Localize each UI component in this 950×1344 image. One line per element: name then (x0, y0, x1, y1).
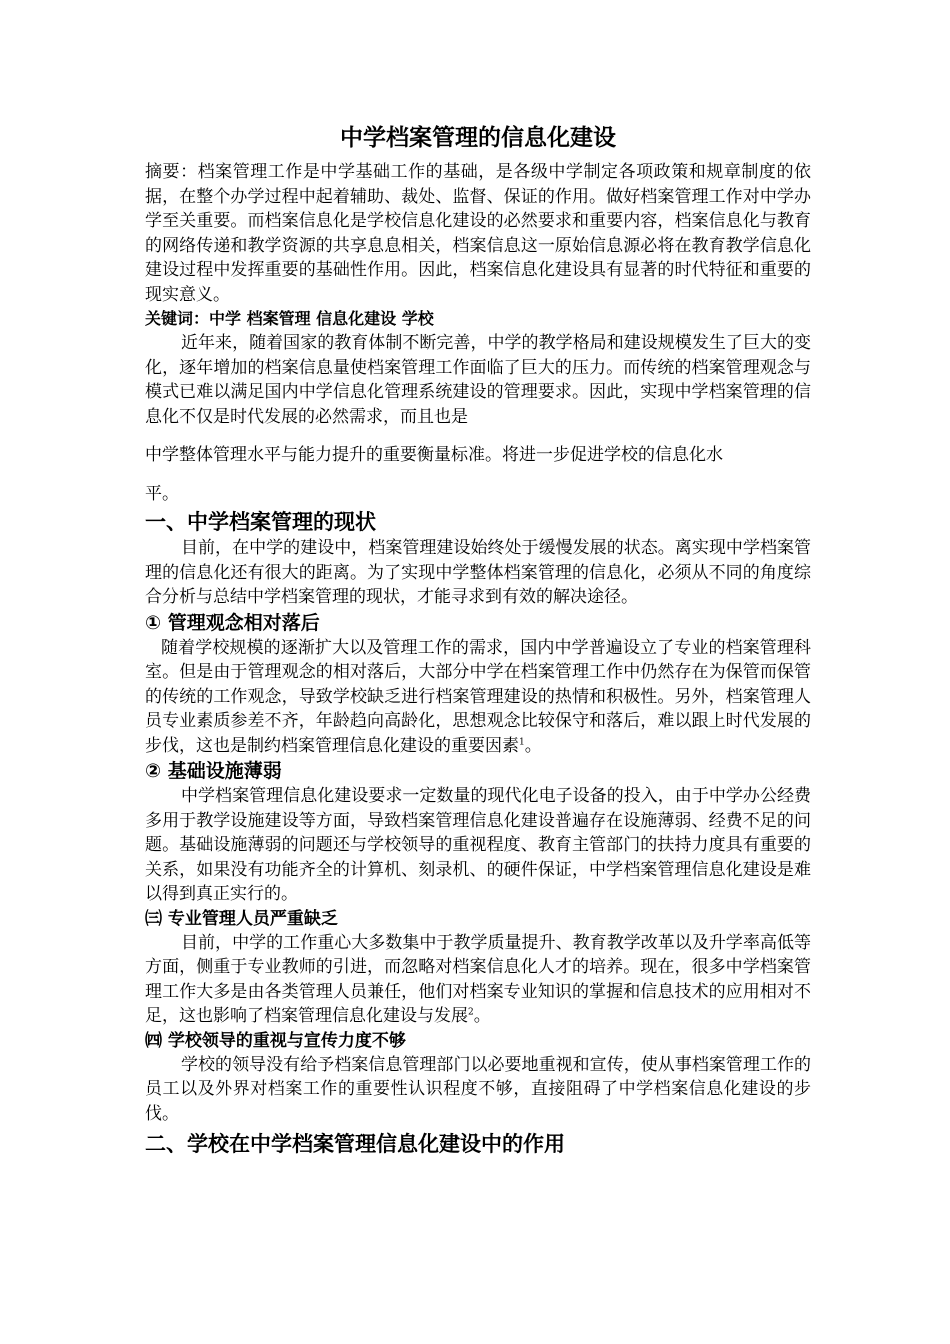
abstract-paragraph: 摘要：档案管理工作是中学基础工作的基础，是各级中学制定各项政策和规章制度的依据，在整个办学过程中起着辅助、裁处、监督、保证的作用。做好档案管理工作对中学办学至关重要。而档案信息化是学校信息化建设的必然要求和重要内容，档案信息化与教育的网络传递和教学资源的共享息息相关，档案信息这一原始信息源必将在教育教学信息化建设过程中发挥重要的基础性作用。因此，档案信息化建设具有显著的时代特征和重要的现实意义。 (145, 162, 811, 305)
intro-paragraph: 近年来，随着国家的教育体制不断完善，中学的教学格局和建设规模发生了巨大的变化，逐年增加的档案信息量使档案管理工作面临了巨大的压力。而传统的档案管理观念与模式已难以满足国内中学信息化管理系统建设的管理要求。因此，实现中学档案管理的信息化不仅是时代发展的必然需求，而且也是 (145, 333, 811, 427)
subsection-3-heading: ㈢ 专业管理人员严重缺乏 (145, 908, 338, 929)
keywords-line: 关键词：中学 档案管理 信息化建设 学校 (145, 309, 434, 328)
subsection-4-heading: ㈣ 学校领导的重视与宣传力度不够 (145, 1030, 406, 1051)
footnote-ref-2: 2 (468, 1007, 474, 1018)
document-page (145, 118, 811, 1158)
intro-paragraph-end: 平。 (145, 483, 179, 504)
subsection-3-text: 目前，中学的工作重心大多数集中于教学质量提升、教育教学改革以及升学率高低等方面，侧重于专业教师的引进，而忽略对档案信息化人才的培养。现在，很多中学档案管理工作大多是由各类管理人员兼任，他们对档案专业知识的掌握和信息技术的应用相对不足，这也影响了档案管理信息化建设与发展 (145, 932, 811, 1026)
subsection-1-heading: ① 管理观念相对落后 (145, 611, 320, 634)
subsection-3-tail: 。 (473, 1006, 491, 1026)
subsection-1-body (145, 636, 811, 759)
subsection-4-body: 学校的领导没有给予档案信息管理部门以必要地重视和宣传，使从事档案管理工作的员工以及外界对档案工作的重要性认识程度不够，直接阻碍了中学档案信息化建设的步伐。 (145, 1054, 811, 1124)
section-1-heading: 一、中学档案管理的现状 (145, 510, 376, 534)
subsection-1-text: 随着学校规模的逐渐扩大以及管理工作的需求，国内中学普遍设立了专业的档案管理科室。但是由于管理观念的相对落后，大部分中学在档案管理工作中仍然存在为保管而保管的传统的工作观念，导致学校缺乏进行档案管理建设的热情和积极性。另外，档案管理人员专业素质参差不齐，年龄趋向高龄化，思想观念比较保守和落后，难以跟上时代发展的步伐，这也是制约档案管理信息化建设的重要因素 (145, 637, 811, 756)
section-2-heading: 二、学校在中学档案管理信息化建设中的作用 (145, 1132, 565, 1156)
intro-paragraph-continued: 中学整体管理水平与能力提升的重要衡量标准。将进一步促进学校的信息化水 (145, 445, 723, 465)
subsection-3-body (145, 931, 811, 1029)
footnote-ref-1: 1 (519, 736, 525, 747)
subsection-2-body: 中学档案管理信息化建设要求一定数量的现代化电子设备的投入，由于中学办公经费多用于教学设施建设等方面，导致档案管理信息化建设普遍存在设施薄弱、经费不足的问题。基础设施薄弱的问题还与学校领导的重视程度、教育主管部门的扶持力度具有重要的关系，如果没有功能齐全的计算机、刻录机、的硬件保证，中学档案管理信息化建设是难以得到真正实行的。 (145, 786, 811, 904)
document-title: 中学档案管理的信息化建设 (340, 125, 616, 151)
subsection-2-heading: ② 基础设施薄弱 (145, 760, 282, 782)
section-1-intro: 目前，在中学的建设中，档案管理建设始终处于缓慢发展的状态。离实现中学档案管理的信息化还有很大的距离。为了实现中学整体档案管理的信息化，必须从不同的角度综合分析与总结中学档案管理的现状，才能寻求到有效的解决途径。 (145, 538, 811, 607)
subsection-1-tail: 。 (524, 735, 542, 756)
